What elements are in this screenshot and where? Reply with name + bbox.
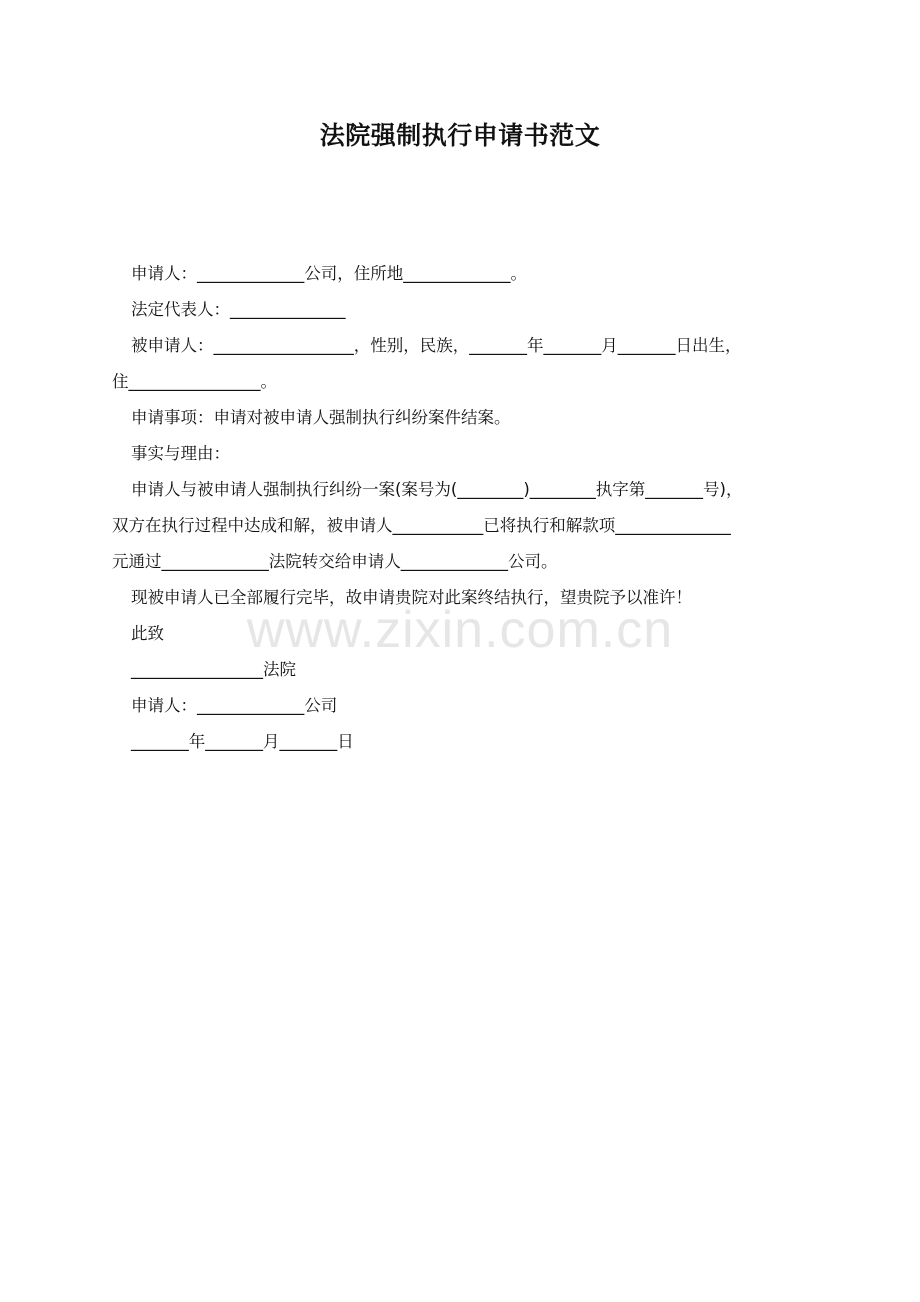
- request-line: 现被申请人已全部履行完毕，故申请贵院对此案终结执行，望贵院予以准许！: [131, 588, 692, 607]
- respondent-address-line: 住________________。: [112, 372, 277, 391]
- date-line: _______年_______月_______日: [131, 732, 354, 751]
- watermark: www.zixin.com.cn: [246, 601, 674, 659]
- facts-paragraph-line-1: 申请人与被申请人强制执行纠纷一案(案号为(________)________执字第_______号)，: [131, 480, 743, 499]
- facts-paragraph-line-2: 双方在执行过程中达成和解，被申请人___________已将执行和解款项______________: [112, 516, 731, 535]
- document-body: [112, 256, 824, 760]
- salutation-line: 此致: [131, 624, 164, 643]
- applicant-line: 申请人：_____________公司，住所地_____________。: [131, 264, 527, 283]
- signature-applicant-line: 申请人：_____________公司: [131, 696, 338, 715]
- facts-reasons-heading: 事实与理由：: [131, 444, 230, 463]
- document-title: 法院强制执行申请书范文: [319, 121, 601, 150]
- legal-representative-line: 法定代表人：______________: [131, 300, 346, 319]
- court-line: ________________法院: [131, 660, 296, 679]
- facts-paragraph-line-3: 元通过_____________法院转交给申请人_____________公司。: [112, 552, 558, 571]
- application-matter-line: 申请事项：申请对被申请人强制执行纠纷案件结案。: [131, 408, 511, 427]
- respondent-line: 被申请人：_________________，性别，民族，_______年_______月_______日出生，: [131, 336, 742, 355]
